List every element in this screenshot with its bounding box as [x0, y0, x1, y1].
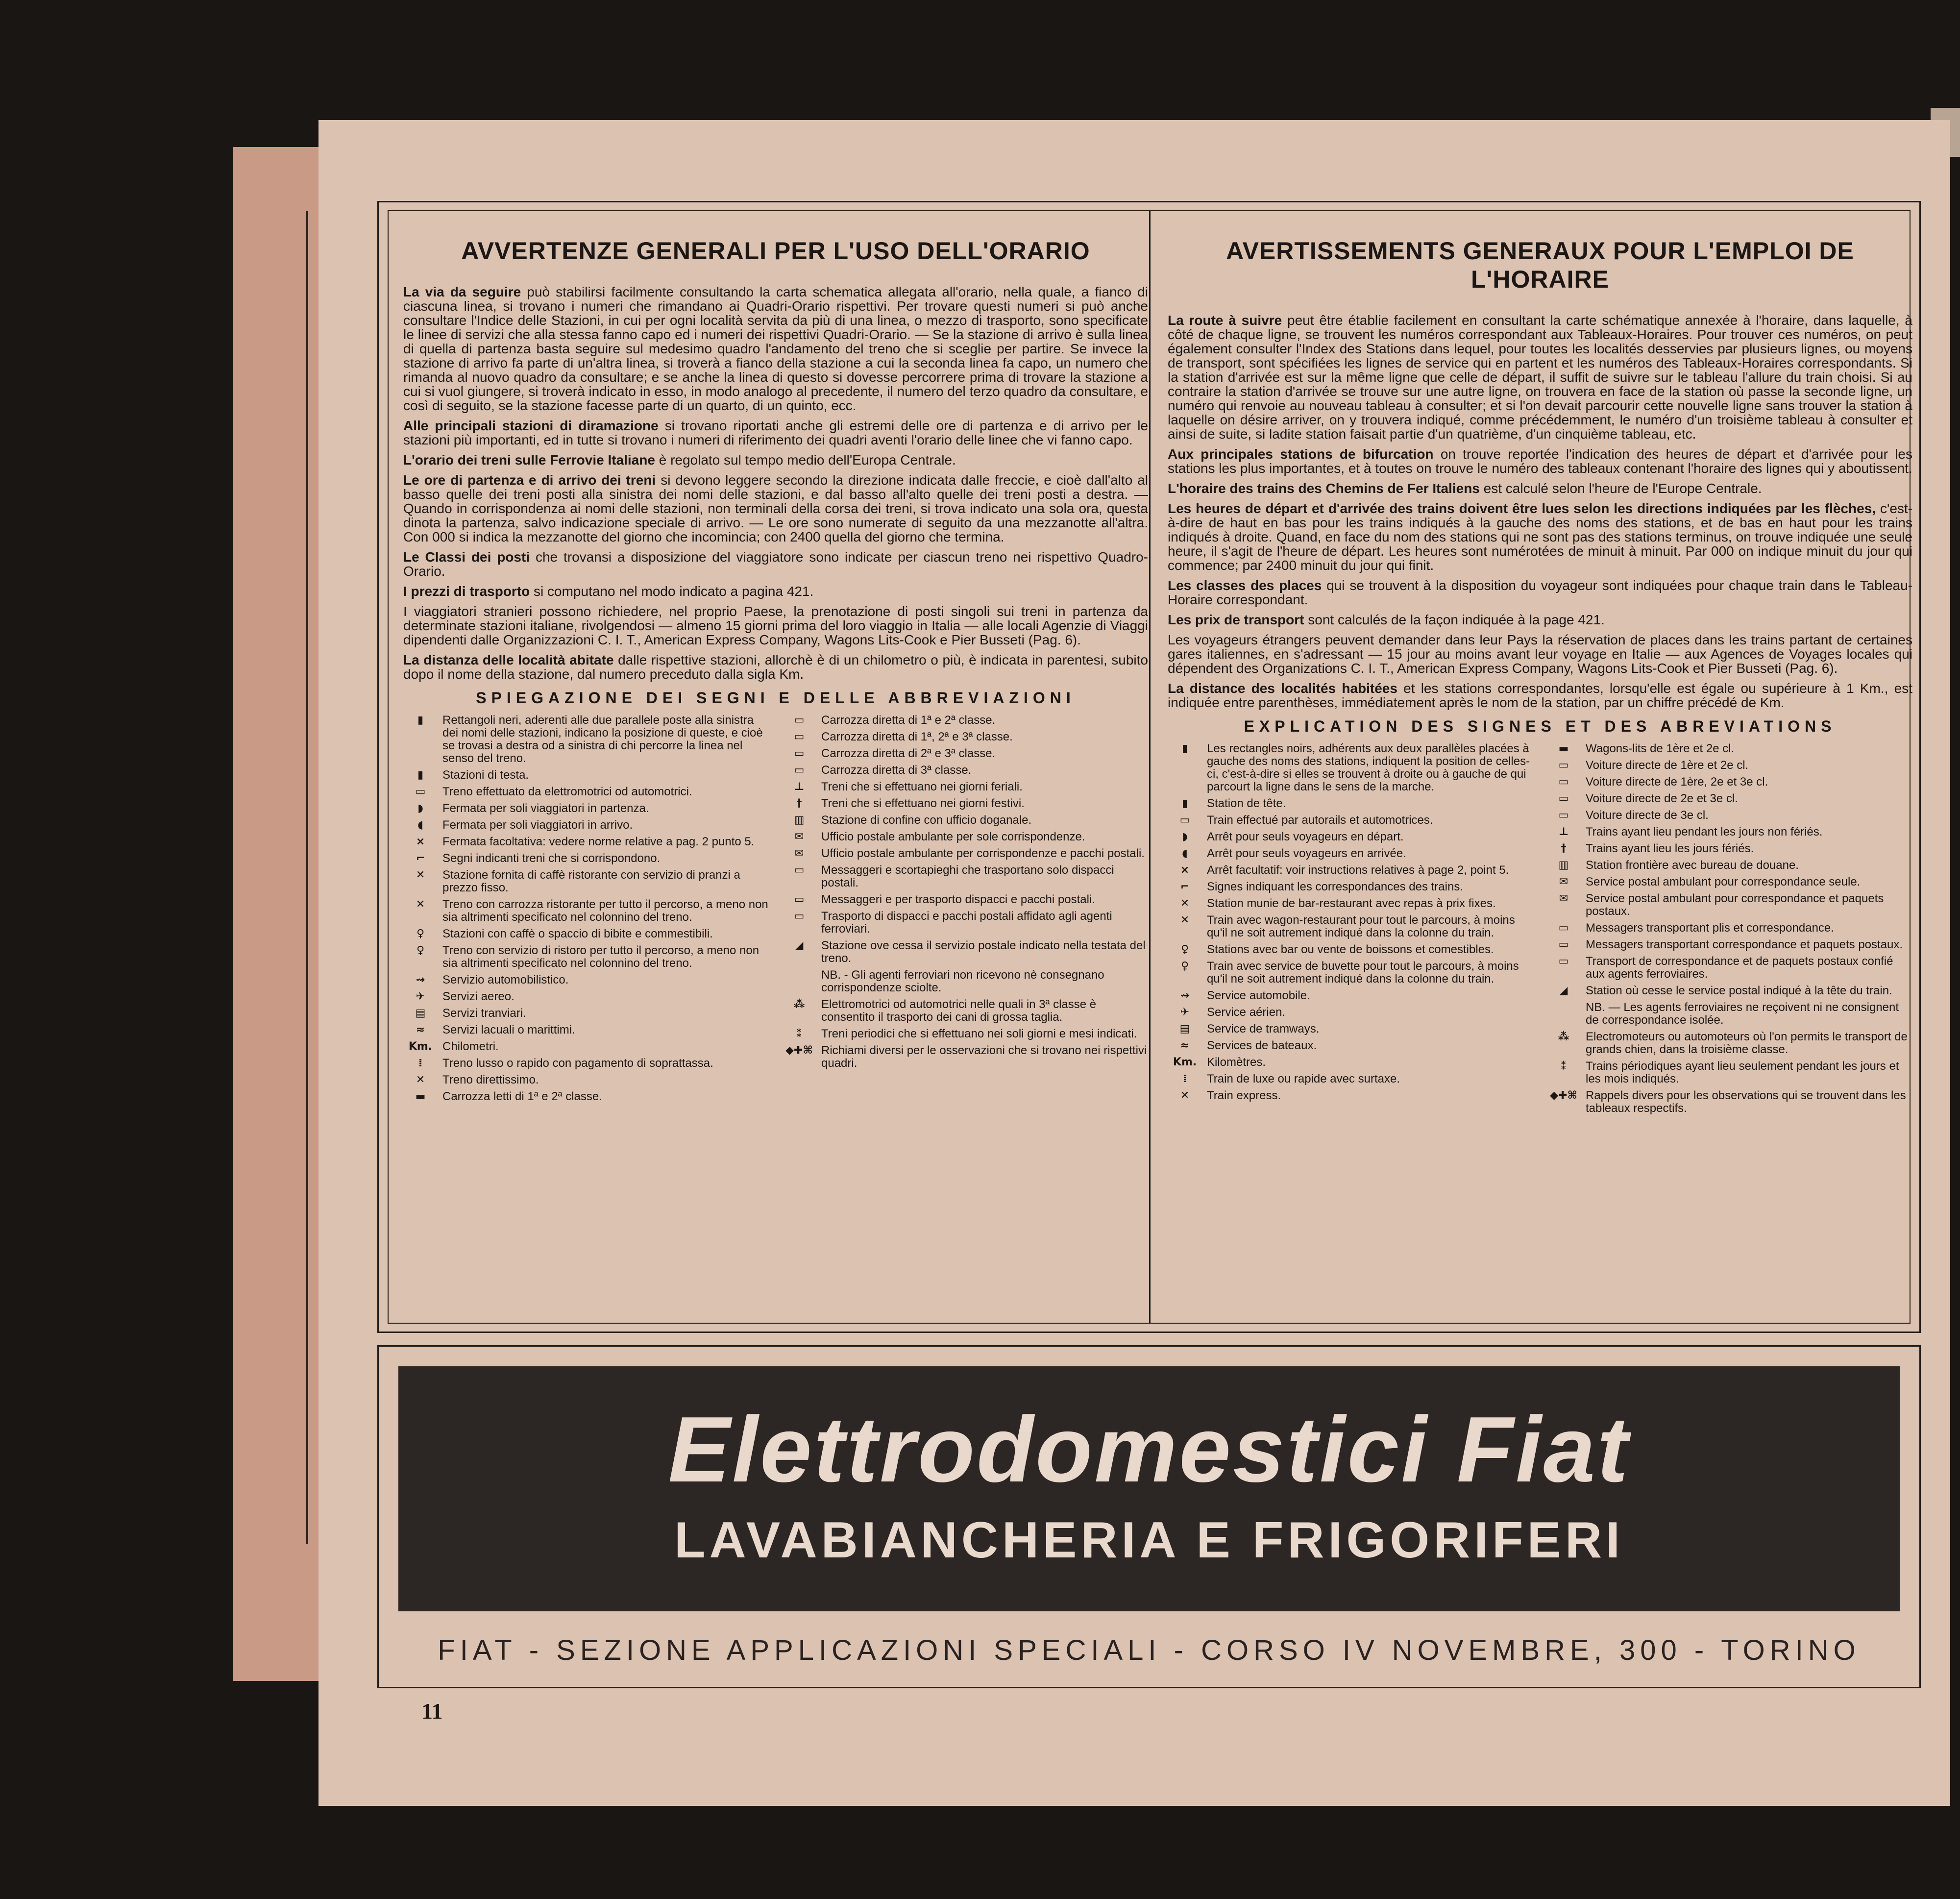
symbol-description: Carrozza letti di 1ª e 2ª classe. — [442, 1090, 602, 1103]
symbol-row — [403, 898, 769, 924]
symbol-icon: ▭ — [794, 910, 805, 922]
symbol-icon: Km. — [1173, 1056, 1197, 1068]
symbol-icon: ⇝ — [1180, 989, 1190, 1002]
paragraph — [403, 653, 1148, 681]
symbol-icon: ♀ — [1180, 943, 1189, 956]
symbol-row — [782, 731, 1148, 743]
symbol-icon: † — [796, 797, 802, 810]
symbol-row — [782, 910, 1148, 936]
symbol-row — [1546, 985, 1912, 997]
symbol-description: Service postal ambulant pour correspondance et paquets postaux. — [1586, 892, 1884, 918]
symbol-description: Treni periodici che si effettuano nei soli giorni e mesi indicati. — [821, 1027, 1137, 1040]
symbol-row — [1168, 989, 1534, 1002]
paragraph-lead: L'horaire des trains des Chemins de Fer Italiens — [1168, 481, 1480, 496]
back-sheet-rule — [306, 211, 308, 1544]
symbol-row — [1546, 792, 1912, 805]
symbol-description: Elettromotrici od automotrici nelle quali in 3ª classe è consentito il trasporto dei cani di grossa taglia. — [821, 998, 1097, 1024]
symbol-icon: ✉ — [1559, 876, 1568, 888]
symbol-row — [403, 714, 769, 765]
symbol-icon: ▭ — [1179, 814, 1190, 826]
symbol-description: Arrêt pour seuls voyageurs en départ. — [1207, 830, 1404, 843]
french-symbols-col2 — [1546, 742, 1912, 1119]
paragraph-lead: La distanza delle località abitate — [403, 652, 614, 667]
french-symbols-grid — [1168, 742, 1912, 1119]
symbol-description: Electromoteurs ou automoteurs où l'on permits le transport de grands chien, dans la troisième classe. — [1586, 1030, 1908, 1056]
symbol-row — [1168, 914, 1534, 939]
symbol-row — [403, 928, 769, 940]
paragraph-lead: La via da seguire — [403, 284, 521, 299]
symbol-description: Fermata facoltativa: vedere norme relative a pag. 2 punto 5. — [442, 835, 755, 848]
symbol-icon: ⁞ — [1182, 1073, 1187, 1085]
symbol-row — [1168, 881, 1534, 893]
symbol-description: Messagers transportant plis et correspondance. — [1586, 921, 1834, 935]
paragraph-body: sont calculés de la façon indiquée à la page 421. — [1308, 612, 1605, 627]
symbol-row — [1168, 1073, 1534, 1085]
ad-banner — [398, 1366, 1900, 1611]
paragraph-body: può stabilirsi facilmente consultando la carta schematica allegata all'orario, nella quale, a fianco di ciascuna linea, si trovano i numeri che rimandano ai Quadri-Orario rispettivi. Per trovare questi numeri si può anche consultare l'Indice delle Stazioni, in cui per ogni località servita da più di una linea, o mezzo di trasporto, sono specificate le linee di servizi che alla stessa fanno capo ed i numeri dei rispettivi Quadri-Orario. — Se la stazione di arrivo è sulla linea di quella di partenza basta seguire sul medesimo quadro l'andamento del treno che si sceglie per partire. Se invece la stazione di arrivo fa parte di un'altra linea, si troverà a fianco della stazione a cui la seconda linea fa capo, un numero che rimanda al nuovo quadro da consultare; e se anche la linea di questo si dovesse percorrere prima di trovare la stazione a cui si vuol giungere, si troverà indicato in esso, in modo analogo al precedente, il numero del terzo quadro da consultare, e così di seguito, se la stazione facesse parte di un quarto, di un quinto, ecc. — [403, 284, 1149, 413]
symbol-row — [1168, 742, 1534, 793]
symbol-icon: ✈ — [416, 990, 425, 1003]
french-paragraphs — [1168, 313, 1912, 710]
symbol-row — [782, 781, 1148, 793]
symbol-description: Voiture directe de 1ère et 2e cl. — [1586, 759, 1749, 772]
symbol-row — [403, 802, 769, 815]
symbol-icon: ≈ — [1180, 1039, 1190, 1052]
symbol-icon: ▭ — [1558, 938, 1569, 951]
symbol-row — [1168, 831, 1534, 843]
symbol-row — [1546, 955, 1912, 981]
symbol-row — [782, 893, 1148, 906]
symbol-description: Fermata per soli viaggiatori in partenza. — [442, 802, 649, 815]
symbol-icon: ◗ — [417, 802, 423, 814]
french-title: AVERTISSEMENTS GENERAUX POUR L'EMPLOI DE L'HORAIRE — [1226, 237, 1854, 293]
symbol-row — [1168, 960, 1534, 986]
symbol-description: Stazioni di testa. — [442, 768, 529, 782]
symbol-description: Treno effettuato da elettromotrici od automotrici. — [442, 785, 692, 798]
column-divider — [1149, 210, 1151, 1324]
symbol-description: Ufficio postale ambulante per sole corrispondenze. — [821, 830, 1085, 843]
symbol-icon: ✈ — [1180, 1006, 1190, 1018]
symbol-description: Station munie de bar-restaurant avec repas à prix fixes. — [1207, 897, 1496, 910]
symbol-icon: ▬ — [1558, 742, 1569, 755]
paragraph — [1168, 481, 1912, 495]
symbol-row — [1168, 797, 1534, 810]
symbol-row — [1546, 1031, 1912, 1056]
paragraph — [403, 604, 1148, 647]
paragraph — [1168, 613, 1912, 627]
paragraph-body: Les voyageurs étrangers peuvent demander dans leur Pays la réservation de places dans les trains partant de certaines gares italiennes, en s'adressant — 15 jour au moins avant leur voyage en Italie — aux Agences de Voyages locales qui dépendent des Organizations C. I. T., American Express Company, Wagons Lits-Cook et Pier Busseti (Pag. 6). — [1168, 632, 1912, 676]
symbol-description: Station frontière avec bureau de douane. — [1586, 859, 1799, 872]
symbol-row — [782, 998, 1148, 1024]
paragraph-body: on trouve reportée l'indication des heures de départ et d'arrivée pour les stations les plus importantes, et à toutes on trouve le numéro des tableaux contenant l'horaire des lignes qui y aboutissent. — [1168, 446, 1912, 476]
symbol-row — [1546, 826, 1912, 839]
ad-footer: FIAT - SEZIONE APPLICAZIONI SPECIALI - CORSO IV NOVEMBRE, 300 - TORINO — [438, 1634, 1861, 1666]
symbol-description: Rappels divers pour les observations qui se trouvent dans les tableaux respectifs. — [1586, 1089, 1906, 1115]
symbol-row — [1546, 1001, 1912, 1027]
symbol-description: Voiture directe de 2e et 3e cl. — [1586, 792, 1738, 805]
symbol-description: Treno con carrozza ristorante per tutto il percorso, a meno non sia altrimenti specificato nel colonnino del treno. — [442, 898, 768, 924]
symbol-icon — [1546, 1001, 1581, 1027]
symbol-description: Arrêt facultatif: voir instructions relatives à page 2, point 5. — [1207, 863, 1509, 877]
french-symbols-heading: EXPLICATION DES SIGNES ET DES ABREVIATIONS — [1244, 717, 1837, 735]
symbol-icon: ▮ — [1181, 742, 1188, 755]
paragraph-body: è regolato sul tempo medio dell'Europa Centrale. — [659, 452, 956, 468]
symbol-description: Stazione fornita di caffè ristorante con servizio di pranzi a prezzo fisso. — [442, 868, 740, 894]
paragraph — [1168, 578, 1912, 607]
ad-subline: LAVABIANCHERIA E FRIGORIFERI — [674, 1512, 1624, 1569]
symbol-row — [782, 831, 1148, 843]
symbol-icon: ▭ — [794, 864, 805, 876]
symbol-icon: ◆✚⌘ — [1550, 1089, 1577, 1102]
symbol-description: Trains périodiques ayant lieu seulement pendant les jours et les mois indiqués. — [1586, 1060, 1899, 1085]
italian-symbols-grid — [403, 714, 1148, 1107]
symbol-icon: ◖ — [417, 819, 423, 831]
symbol-icon: ◆✚⌘ — [785, 1044, 813, 1057]
symbol-row — [403, 1074, 769, 1086]
symbol-icon: ▭ — [794, 714, 805, 726]
symbol-description: Voiture directe de 3e cl. — [1586, 809, 1709, 822]
symbol-description: Station où cesse le service postal indiqué à la tête du train. — [1586, 984, 1892, 997]
italian-column — [403, 237, 1148, 1107]
symbol-row — [403, 1057, 769, 1070]
symbol-row — [1546, 938, 1912, 951]
symbol-row — [1168, 1006, 1534, 1019]
paragraph-lead: Les heures de départ et d'arrivée des trains doivent être lues selon les directions indiquées par les flèches, — [1168, 501, 1876, 516]
symbol-description: Servizi tranviari. — [442, 1007, 526, 1020]
symbol-row — [1168, 864, 1534, 877]
paragraph-body: peut être établie facilement en consultant la carte schématique annexée à l'horaire, dans laquelle, à côté de chaque ligne, se trouvent les numéros correspondant aux Tableaux-Horaires. Pour trouver ces numéros, on peut également consulter l'Index des Stations dans lequel, pour toutes les localités desservies par plusieurs lignes, ou moyens de transport, sont spécifiées les lignes de service qui en partent et les numéros des Tableaux-Horaires correspondants. Si la station d'arrivée est sur la même ligne que celle de départ, il suffit de suivre sur le tableau l'allure du train choisi. Si au contraire la station d'arrivée se trouve sur une autre ligne, on trouvera en face de la station où passe la seconde ligne, un numéro qui renvoie au nouveau tableau à consulter; et si l'on devait parcourir cette nouvelle ligne sans trouver la station à laquelle on désire arriver, on y trouvera indiqué, comme précédemment, le numéro d'un troisième tableau à consulter et ainsi de suite, si ladite station faisait partie d'un quatrième, d'un cinquième tableau, etc. — [1168, 313, 1913, 442]
symbol-row — [1546, 892, 1912, 918]
symbol-description: Trains ayant lieu pendant les jours non fériés. — [1586, 825, 1823, 839]
symbol-description: Wagons-lits de 1ère et 2e cl. — [1586, 742, 1735, 755]
advertisement — [377, 1345, 1921, 1688]
symbol-icon: ▭ — [794, 731, 805, 743]
symbol-icon: × — [416, 836, 425, 848]
symbol-icon: ⁂ — [793, 998, 805, 1011]
symbol-icon: ✕ — [416, 869, 425, 881]
symbol-icon: Km. — [408, 1040, 433, 1053]
paragraph-body: dalle rispettive stazioni, allorchè è di un chilometro o più, è indicata in parentesi, subito dopo il nome della stazione, dal numero preceduto dalla sigla Km. — [403, 652, 1149, 682]
symbol-row — [1168, 897, 1534, 910]
symbol-icon: ✕ — [416, 1074, 425, 1086]
symbol-row — [403, 869, 769, 894]
symbol-icon: ⌐ — [416, 852, 425, 864]
symbol-icon: ▭ — [1558, 922, 1569, 934]
symbol-row — [782, 747, 1148, 760]
symbol-row — [1168, 1089, 1534, 1102]
symbol-icon: ⁑ — [1561, 1060, 1567, 1072]
symbol-row — [403, 852, 769, 865]
paragraph-body: si devono leggere secondo la direzione indicata dalle freccie, e cioè dall'alto al basso quelle dei treni posti alla sinistra dei nomi delle stazioni, e dal basso all'alto quelle dei treni posti a destra. — Quando in corrispondenza ai nomi delle stazioni, non terminali della corsa dei treni, si trova indicato una sola ora, questa dinota la partenza, salvo indicazione speciale di arrivo. — Le ore sono numerate di seguito da una mezzanotte all'altra. Con 000 si indica la mezzanotte del giorno che incomincia; con 2400 quella del giorno che termina. — [403, 472, 1149, 544]
symbol-icon: ▭ — [1558, 776, 1569, 788]
paragraph-lead: I prezzi di trasporto — [403, 584, 530, 599]
symbol-row — [1546, 842, 1912, 855]
symbol-description: Stazione di confine con ufficio doganale. — [821, 814, 1032, 827]
symbol-row — [1168, 1039, 1534, 1052]
symbol-icon: ▭ — [794, 893, 805, 906]
symbol-description: Treno lusso o rapido con pagamento di soprattassa. — [442, 1057, 713, 1070]
symbol-description: Carrozza diretta di 3ª classe. — [821, 764, 972, 777]
symbol-description: Services de bateaux. — [1207, 1039, 1317, 1052]
symbol-description: Signes indiquant les correspondances des trains. — [1207, 880, 1463, 893]
symbol-icon: ▬ — [415, 1090, 426, 1103]
symbol-description: Station de tête. — [1207, 797, 1286, 810]
symbol-description: Stazione ove cessa il servizio postale indicato nella testata del treno. — [821, 939, 1146, 965]
paragraph — [1168, 633, 1912, 675]
symbol-row — [403, 1040, 769, 1053]
symbol-row — [403, 1090, 769, 1103]
symbol-row — [782, 1044, 1148, 1070]
symbol-description: Messaggeri e per trasporto dispacci e pacchi postali. — [821, 893, 1095, 906]
paragraph-body: che trovansi a disposizione del viaggiatore sono indicate per ciascun treno nei rispettivo Quadro-Orario. — [403, 549, 1148, 579]
symbol-description: Segni indicanti treni che si corrispondono. — [442, 852, 661, 865]
symbol-icon: ◢ — [795, 939, 804, 952]
symbol-row — [403, 1024, 769, 1036]
paragraph — [403, 419, 1148, 447]
page-number: 11 — [421, 1699, 443, 1724]
paragraph — [403, 285, 1148, 413]
paragraph-lead: La route à suivre — [1168, 313, 1282, 328]
symbol-icon: † — [1561, 842, 1567, 855]
symbol-description: Service automobile. — [1207, 989, 1310, 1002]
symbol-description: Carrozza diretta di 1ª, 2ª e 3ª classe. — [821, 730, 1013, 743]
symbol-description: Servizi aereo. — [442, 990, 514, 1003]
french-symbols-col1 — [1168, 742, 1534, 1119]
symbol-description: Train avec wagon-restaurant pour tout le parcours, à moins qu'il ne soit autrement indiqué dans la colonne du train. — [1207, 913, 1515, 939]
symbol-icon: ▮ — [1181, 797, 1188, 810]
french-column — [1168, 237, 1912, 1119]
symbol-description: Messagers transportant correspondance et paquets postaux. — [1586, 938, 1903, 951]
symbol-description: Richiami diversi per le osservazioni che si trovano nei rispettivi quadri. — [821, 1044, 1147, 1070]
paragraph-body: et les stations correspondantes, lorsqu'elle est égale ou supérieure à 1 Km., est indiquée entre parenthèses, immédiatement après le nom de la station, par un chiffre précédé de Km. — [1168, 681, 1913, 710]
symbol-icon: ◖ — [1182, 847, 1188, 860]
symbol-description: Train avec service de buvette pour tout le parcours, à moins qu'il ne soit autrement indiqué dans la colonne du train. — [1207, 960, 1519, 986]
paragraph — [1168, 681, 1912, 710]
italian-symbols-heading: SPIEGAZIONE DEI SEGNI E DELLE ABBREVIAZIONI — [476, 689, 1076, 707]
symbol-icon: ✉ — [794, 831, 804, 843]
symbol-row — [403, 769, 769, 782]
symbol-description: NB. — Les agents ferroviaires ne reçoivent ni ne consignent de correspondance isolée. — [1586, 1001, 1899, 1027]
symbol-description: Messaggeri e scortapieghi che trasportano solo dispacci postali. — [821, 863, 1114, 889]
symbol-icon: ✉ — [794, 847, 804, 860]
symbol-row — [1168, 814, 1534, 827]
symbol-row — [1168, 847, 1534, 860]
symbol-row — [1546, 859, 1912, 872]
symbol-description: Arrêt pour seuls voyageurs en arrivée. — [1207, 847, 1406, 860]
symbol-description: Chilometri. — [442, 1040, 499, 1053]
symbol-row — [1546, 742, 1912, 755]
paragraph — [403, 473, 1148, 544]
symbol-description: Trasporto di dispacci e pacchi postali affidato agli agenti ferroviari. — [821, 910, 1112, 936]
symbol-description: Servizi lacuali o marittimi. — [442, 1023, 575, 1036]
symbol-row — [403, 1007, 769, 1020]
symbol-icon: ✕ — [1180, 1089, 1190, 1102]
symbol-description: Train de luxe ou rapide avec surtaxe. — [1207, 1072, 1400, 1085]
paragraph — [1168, 501, 1912, 572]
symbol-row — [1546, 1060, 1912, 1085]
symbol-row — [403, 944, 769, 970]
symbol-row — [1546, 759, 1912, 772]
paragraph-lead: L'orario dei treni sulle Ferrovie Italiane — [403, 452, 655, 468]
symbol-description: Transport de correspondance et de paquets postaux confié aux agents ferroviaires. — [1586, 955, 1893, 981]
symbol-icon: ▥ — [794, 814, 805, 826]
symbol-row — [782, 714, 1148, 727]
symbol-row — [782, 764, 1148, 777]
symbol-row — [403, 974, 769, 986]
symbol-icon: ◢ — [1559, 985, 1568, 997]
symbol-description: Train effectué par autorails et automotrices. — [1207, 814, 1433, 827]
symbol-description: Treni che si effettuano nei giorni festivi. — [821, 797, 1025, 810]
symbol-row — [782, 864, 1148, 889]
symbol-icon: ✕ — [1180, 897, 1190, 910]
symbol-row — [1546, 809, 1912, 822]
symbol-description: Ufficio postale ambulante per corrispondenze e pacchi postali. — [821, 847, 1145, 860]
symbol-row — [1168, 1023, 1534, 1036]
symbol-icon: ▮ — [417, 769, 424, 781]
paragraph — [403, 453, 1148, 467]
symbol-row — [782, 797, 1148, 810]
symbol-description: Carrozza diretta di 1ª e 2ª classe. — [821, 714, 996, 727]
paragraph-lead: Les prix de transport — [1168, 612, 1304, 627]
paragraph — [1168, 313, 1912, 441]
symbol-icon: ✕ — [1180, 914, 1190, 926]
paragraph — [403, 584, 1148, 598]
symbol-icon: ▭ — [1558, 759, 1569, 771]
paragraph-lead: Le Classi dei posti — [403, 549, 530, 565]
paragraph-body: c'est-à-dire de haut en bas pour les trains indiqués à la gauche des noms des stations, et de bas en haut pour les trains indiqués à droite. Quand, en face du nom des stations qui ne sont pas des stations terminus, on trouve indiquée une seule heure, il s'agit de l'heure de départ. Les heures sont numérotées de minuit à minuit. Par 000 on indique minuit du jour qui commence; par 2400 minuit du jour qui finit. — [1168, 501, 1913, 573]
symbol-description: Rettangoli neri, aderenti alle due parallele poste alla sinistra dei nomi delle stazioni, indicano la posizione di queste, e cioè se trovasi a destra od a sinistra di chi percorre la linea nel senso del treno. — [442, 714, 763, 765]
paragraph-lead: Alle principali stazioni di diramazione — [403, 418, 659, 433]
symbol-row — [1168, 943, 1534, 956]
paragraph-lead: Aux principales stations de bifurcation — [1168, 446, 1434, 462]
symbol-description: Servizio automobilistico. — [442, 973, 569, 986]
italian-symbols-col1 — [403, 714, 769, 1107]
symbol-icon: ⊥ — [794, 781, 805, 793]
symbol-description: Treno con servizio di ristoro per tutto il percorso, a meno non sia altrimenti specificato nel colonnino del treno. — [442, 944, 760, 970]
symbol-row — [1546, 776, 1912, 789]
paragraph-body: qui se trouvent à la disposition du voyageur sont indiquées pour chaque train dans le Tableau-Horaire correspondant. — [1168, 578, 1912, 607]
symbol-icon: ✉ — [1559, 892, 1568, 905]
symbol-row — [403, 836, 769, 848]
symbol-description: Fermata per soli viaggiatori in arrivo. — [442, 818, 633, 832]
paragraph — [403, 550, 1148, 578]
paragraph-body: si trovano riportati anche gli estremi delle ore di partenza e di arrivo per le stazioni più importanti, ed in tutte si trovano i numeri di riferimento dei quadri aventi l'orario delle linee che vi fanno capo. — [403, 418, 1149, 447]
symbol-description: Trains ayant lieu les jours fériés. — [1586, 842, 1754, 855]
symbol-row — [1546, 876, 1912, 888]
symbol-description: Treni che si effettuano nei giorni feriali. — [821, 780, 1023, 793]
symbol-row — [782, 847, 1148, 860]
symbol-icon: ▤ — [1179, 1023, 1190, 1035]
symbol-row — [403, 786, 769, 798]
symbol-icon: ⌐ — [1180, 881, 1190, 893]
symbol-row — [782, 814, 1148, 827]
symbol-icon: ⁑ — [796, 1028, 802, 1040]
symbol-row — [1168, 1056, 1534, 1069]
symbol-row — [403, 990, 769, 1003]
symbol-description: Stations avec bar ou vente de boissons et comestibles. — [1207, 943, 1494, 956]
paragraph-lead: La distance des localités habitées — [1168, 681, 1397, 696]
symbol-description: Train express. — [1207, 1089, 1281, 1102]
symbol-icon: ◗ — [1182, 831, 1188, 843]
symbol-icon: ▥ — [1558, 859, 1569, 871]
symbol-icon: ▮ — [417, 714, 424, 726]
symbol-icon: ⇝ — [416, 974, 425, 986]
symbol-icon: ≈ — [416, 1024, 425, 1036]
symbol-icon: ▭ — [794, 764, 805, 776]
symbol-description: Stazioni con caffè o spaccio di bibite e commestibili. — [442, 927, 713, 940]
italian-symbols-col2 — [782, 714, 1148, 1107]
paragraph — [1168, 447, 1912, 475]
symbol-icon: ▭ — [1558, 792, 1569, 805]
symbol-description: Les rectangles noirs, adhérents aux deux parallèles placées à gauche des noms des stations, indiquent la position de celles-ci, c'est-à-dire si elles se trouvent à droite ou à gauche de qui parcourt la ligne dans le sens de la marche. — [1207, 742, 1530, 793]
paragraph-body: si computano nel modo indicato a pagina 421. — [534, 584, 814, 599]
symbol-description: Service de tramways. — [1207, 1022, 1320, 1036]
symbol-row — [782, 969, 1148, 994]
symbol-description: Treno direttissimo. — [442, 1073, 539, 1086]
symbol-icon — [782, 969, 816, 994]
symbol-row — [1546, 922, 1912, 935]
symbol-description: Voiture directe de 1ère, 2e et 3e cl. — [1586, 775, 1768, 789]
symbol-icon: ▭ — [1558, 809, 1569, 821]
paragraph-lead: Le ore di partenza e di arrivo dei treni — [403, 472, 656, 488]
symbol-row — [782, 939, 1148, 965]
symbol-icon: ▭ — [1558, 955, 1569, 967]
symbol-description: NB. - Gli agenti ferroviari non ricevono nè consegnano corrispondenze sciolte. — [821, 968, 1104, 994]
symbol-description: Carrozza diretta di 2ª e 3ª classe. — [821, 747, 996, 760]
paragraph-lead: Les classes des places — [1168, 578, 1322, 593]
symbol-description: Service postal ambulant pour correspondance seule. — [1586, 875, 1861, 888]
symbol-icon: ♀ — [416, 944, 425, 957]
symbol-icon: ⊥ — [1558, 826, 1569, 838]
symbol-icon: ▤ — [415, 1007, 426, 1019]
symbol-icon: ♀ — [1180, 960, 1189, 972]
symbol-icon: ✕ — [416, 898, 425, 911]
symbol-row — [403, 819, 769, 832]
paragraph-body: I viaggiatori stranieri possono richiedere, nel proprio Paese, la prenotazione di posti singoli sui treni in partenza da determinate stazioni italiane, rivolgendosi — almeno 15 giorni prima del loro viaggio in Italia — alle locali Agenzie di Viaggi dipendenti dalle Organizzazioni C. I. T., American Express Company, Wagons Lits-Cook e Pier Busseti (Pag. 6). — [403, 604, 1148, 647]
symbol-icon: ▭ — [794, 747, 805, 760]
symbol-icon: ⁞ — [418, 1057, 423, 1069]
symbol-row — [782, 1028, 1148, 1040]
symbol-icon: ♀ — [416, 928, 425, 940]
symbol-description: Service aérien. — [1207, 1006, 1286, 1019]
italian-paragraphs — [403, 285, 1148, 681]
symbol-row — [1546, 1089, 1912, 1115]
instructions-frame — [377, 201, 1921, 1333]
symbol-icon: × — [1180, 864, 1190, 876]
symbol-icon: ▭ — [415, 786, 426, 798]
symbol-icon: ⁂ — [1558, 1031, 1569, 1043]
symbol-description: Kilomètres. — [1207, 1056, 1266, 1069]
italian-title: AVVERTENZE GENERALI PER L'USO DELL'ORARIO — [461, 237, 1090, 265]
paragraph-body: est calculé selon l'heure de l'Europe Centrale. — [1483, 481, 1762, 496]
ad-headline: Elettrodomestici Fiat — [668, 1398, 1630, 1502]
